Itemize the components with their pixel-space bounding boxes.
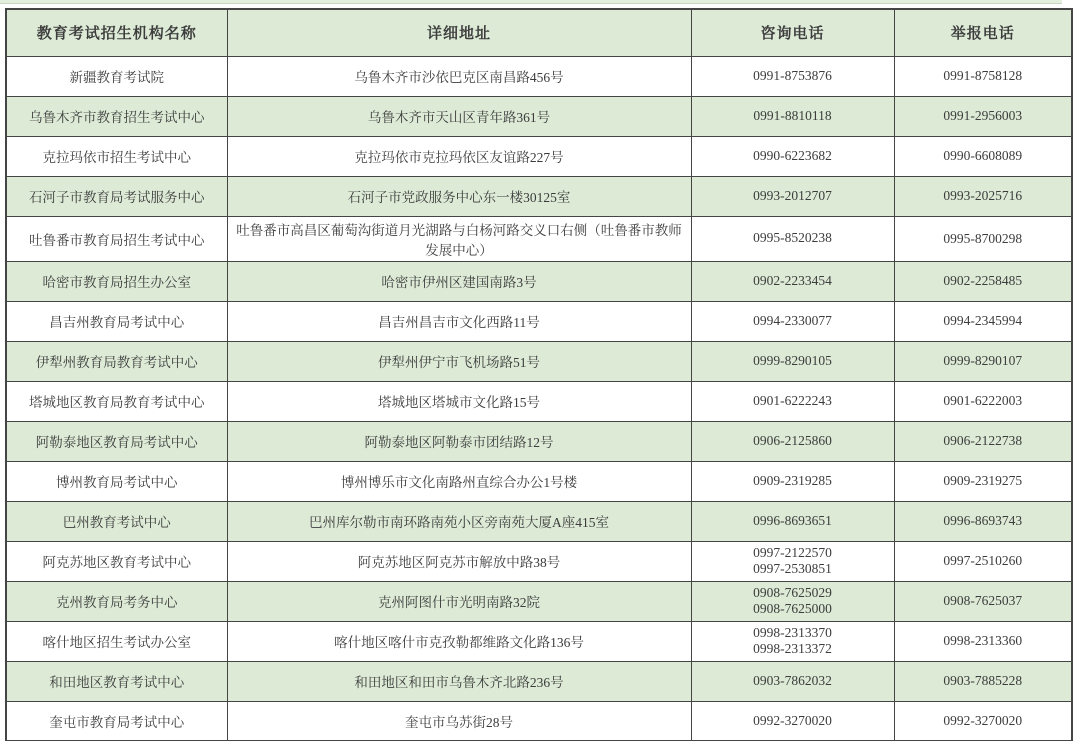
cell-institution-name: 吐鲁番市教育局招生考试中心 <box>6 216 227 261</box>
consult-phone-line: 0994-2330077 <box>753 312 832 328</box>
table-row <box>6 581 1072 621</box>
cell-report-phone: 0995-8700298 <box>894 216 1072 261</box>
consult-phone-line: 0908-7625029 <box>753 584 832 600</box>
cell-report-phone: 0993-2025716 <box>894 176 1072 216</box>
consult-phone-line: 0998-2313370 <box>753 624 832 640</box>
header-cell: 详细地址 <box>227 9 691 56</box>
consult-phone-line: 0906-2125860 <box>753 432 832 448</box>
cell-consult-phone <box>691 136 894 176</box>
cell-address: 和田地区和田市乌鲁木齐北路236号 <box>227 661 691 701</box>
consult-phone-line: 0991-8753876 <box>753 67 832 83</box>
cell-institution-name: 伊犁州教育局教育考试中心 <box>6 341 227 381</box>
cell-consult-phone <box>691 381 894 421</box>
exam-institutions-table <box>5 8 1073 741</box>
consult-phone-line: 0992-3270020 <box>753 712 832 728</box>
cell-institution-name: 新疆教育考试院 <box>6 56 227 96</box>
cell-report-phone: 0990-6608089 <box>894 136 1072 176</box>
cell-address: 克拉玛依市克拉玛依区友谊路227号 <box>227 136 691 176</box>
cell-institution-name: 阿克苏地区教育考试中心 <box>6 541 227 581</box>
cell-consult-phone <box>691 176 894 216</box>
cell-report-phone: 0909-2319275 <box>894 461 1072 501</box>
cell-institution-name: 博州教育局考试中心 <box>6 461 227 501</box>
cell-address: 吐鲁番市高昌区葡萄沟街道月光湖路与白杨河路交义口右侧（吐鲁番市教师发展中心） <box>227 216 691 261</box>
consult-phone-line: 0997-2122570 <box>753 544 832 560</box>
cell-institution-name: 阿勒泰地区教育局考试中心 <box>6 421 227 461</box>
cell-institution-name: 克拉玛依市招生考试中心 <box>6 136 227 176</box>
cell-address: 巴州库尔勒市南环路南苑小区旁南苑大厦A座415室 <box>227 501 691 541</box>
cell-consult-phone <box>691 501 894 541</box>
table-header-row <box>6 9 1072 56</box>
table-row <box>6 501 1072 541</box>
consult-phone-line: 0991-8810118 <box>753 107 832 123</box>
consult-phone-line: 0998-2313372 <box>753 641 832 656</box>
cell-address: 阿克苏地区阿克苏市解放中路38号 <box>227 541 691 581</box>
cell-address: 奎屯市乌苏街28号 <box>227 701 691 741</box>
consult-phone-line: 0901-6222243 <box>753 392 832 408</box>
table-row <box>6 661 1072 701</box>
cell-report-phone: 0998-2313360 <box>894 621 1072 661</box>
consult-phone-line: 0902-2233454 <box>753 272 832 288</box>
cell-consult-phone <box>691 621 894 661</box>
table-row <box>6 96 1072 136</box>
cell-report-phone: 0903-7885228 <box>894 661 1072 701</box>
cell-report-phone: 0902-2258485 <box>894 261 1072 301</box>
cell-institution-name: 石河子市教育局考试服务中心 <box>6 176 227 216</box>
consult-phone-line: 0909-2319285 <box>753 472 832 488</box>
cell-institution-name: 和田地区教育考试中心 <box>6 661 227 701</box>
table-row <box>6 381 1072 421</box>
table-row <box>6 216 1072 261</box>
cell-address: 昌吉州昌吉市文化西路11号 <box>227 301 691 341</box>
table-row <box>6 136 1072 176</box>
table-row <box>6 341 1072 381</box>
table-row <box>6 541 1072 581</box>
cell-consult-phone <box>691 541 894 581</box>
header-cell: 教育考试招生机构名称 <box>6 9 227 56</box>
table-row <box>6 621 1072 661</box>
consult-phone-line: 0903-7862032 <box>753 672 832 688</box>
cell-report-phone: 0991-8758128 <box>894 56 1072 96</box>
cell-report-phone: 0992-3270020 <box>894 701 1072 741</box>
table-row <box>6 301 1072 341</box>
cell-address: 塔城地区塔城市文化路15号 <box>227 381 691 421</box>
cell-consult-phone <box>691 96 894 136</box>
cell-institution-name: 喀什地区招生考试办公室 <box>6 621 227 661</box>
consult-phone-line: 0995-8520238 <box>753 230 832 246</box>
consult-phone-line: 0990-6223682 <box>753 147 832 163</box>
cell-report-phone: 0994-2345994 <box>894 301 1072 341</box>
table-row <box>6 56 1072 96</box>
cropped-row-sliver <box>0 0 1062 4</box>
cell-report-phone: 0997-2510260 <box>894 541 1072 581</box>
cell-institution-name: 塔城地区教育局教育考试中心 <box>6 381 227 421</box>
cell-institution-name: 克州教育局考务中心 <box>6 581 227 621</box>
cell-address: 伊犁州伊宁市飞机场路51号 <box>227 341 691 381</box>
cell-consult-phone <box>691 461 894 501</box>
cell-address: 乌鲁木齐市沙依巴克区南昌路456号 <box>227 56 691 96</box>
consult-phone-line: 0908-7625000 <box>753 601 832 616</box>
cell-consult-phone <box>691 421 894 461</box>
consult-phone-line: 0996-8693651 <box>753 512 832 528</box>
cell-report-phone: 0901-6222003 <box>894 381 1072 421</box>
cell-address: 博州博乐市文化南路州直综合办公1号楼 <box>227 461 691 501</box>
cell-consult-phone <box>691 701 894 741</box>
cell-address: 阿勒泰地区阿勒泰市团结路12号 <box>227 421 691 461</box>
header-cell: 举报电话 <box>894 9 1072 56</box>
table-row <box>6 701 1072 741</box>
cell-consult-phone <box>691 301 894 341</box>
table-row <box>6 421 1072 461</box>
cell-report-phone: 0908-7625037 <box>894 581 1072 621</box>
cell-consult-phone <box>691 661 894 701</box>
cell-institution-name: 昌吉州教育局考试中心 <box>6 301 227 341</box>
consult-phone-line: 0999-8290105 <box>753 352 832 368</box>
cell-consult-phone <box>691 261 894 301</box>
cell-institution-name: 乌鲁木齐市教育招生考试中心 <box>6 96 227 136</box>
cell-address: 喀什地区喀什市克孜勒都维路文化路136号 <box>227 621 691 661</box>
table-header <box>6 9 1072 56</box>
table-row <box>6 261 1072 301</box>
cell-report-phone: 0991-2956003 <box>894 96 1072 136</box>
cell-report-phone: 0906-2122738 <box>894 421 1072 461</box>
cell-address: 克州阿图什市光明南路32院 <box>227 581 691 621</box>
consult-phone-line: 0993-2012707 <box>753 187 832 203</box>
cell-report-phone: 0996-8693743 <box>894 501 1072 541</box>
cell-consult-phone <box>691 56 894 96</box>
cell-consult-phone <box>691 341 894 381</box>
cell-address: 乌鲁木齐市天山区青年路361号 <box>227 96 691 136</box>
table-row <box>6 461 1072 501</box>
cell-address: 哈密市伊州区建国南路3号 <box>227 261 691 301</box>
cell-consult-phone <box>691 216 894 261</box>
table-row <box>6 176 1072 216</box>
cell-address: 石河子市党政服务中心东一楼30125室 <box>227 176 691 216</box>
cell-institution-name: 哈密市教育局招生办公室 <box>6 261 227 301</box>
cell-institution-name: 奎屯市教育局考试中心 <box>6 701 227 741</box>
table-body <box>6 56 1072 741</box>
header-cell: 咨询电话 <box>691 9 894 56</box>
cell-consult-phone <box>691 581 894 621</box>
cell-report-phone: 0999-8290107 <box>894 341 1072 381</box>
cell-institution-name: 巴州教育考试中心 <box>6 501 227 541</box>
consult-phone-line: 0997-2530851 <box>753 561 832 576</box>
